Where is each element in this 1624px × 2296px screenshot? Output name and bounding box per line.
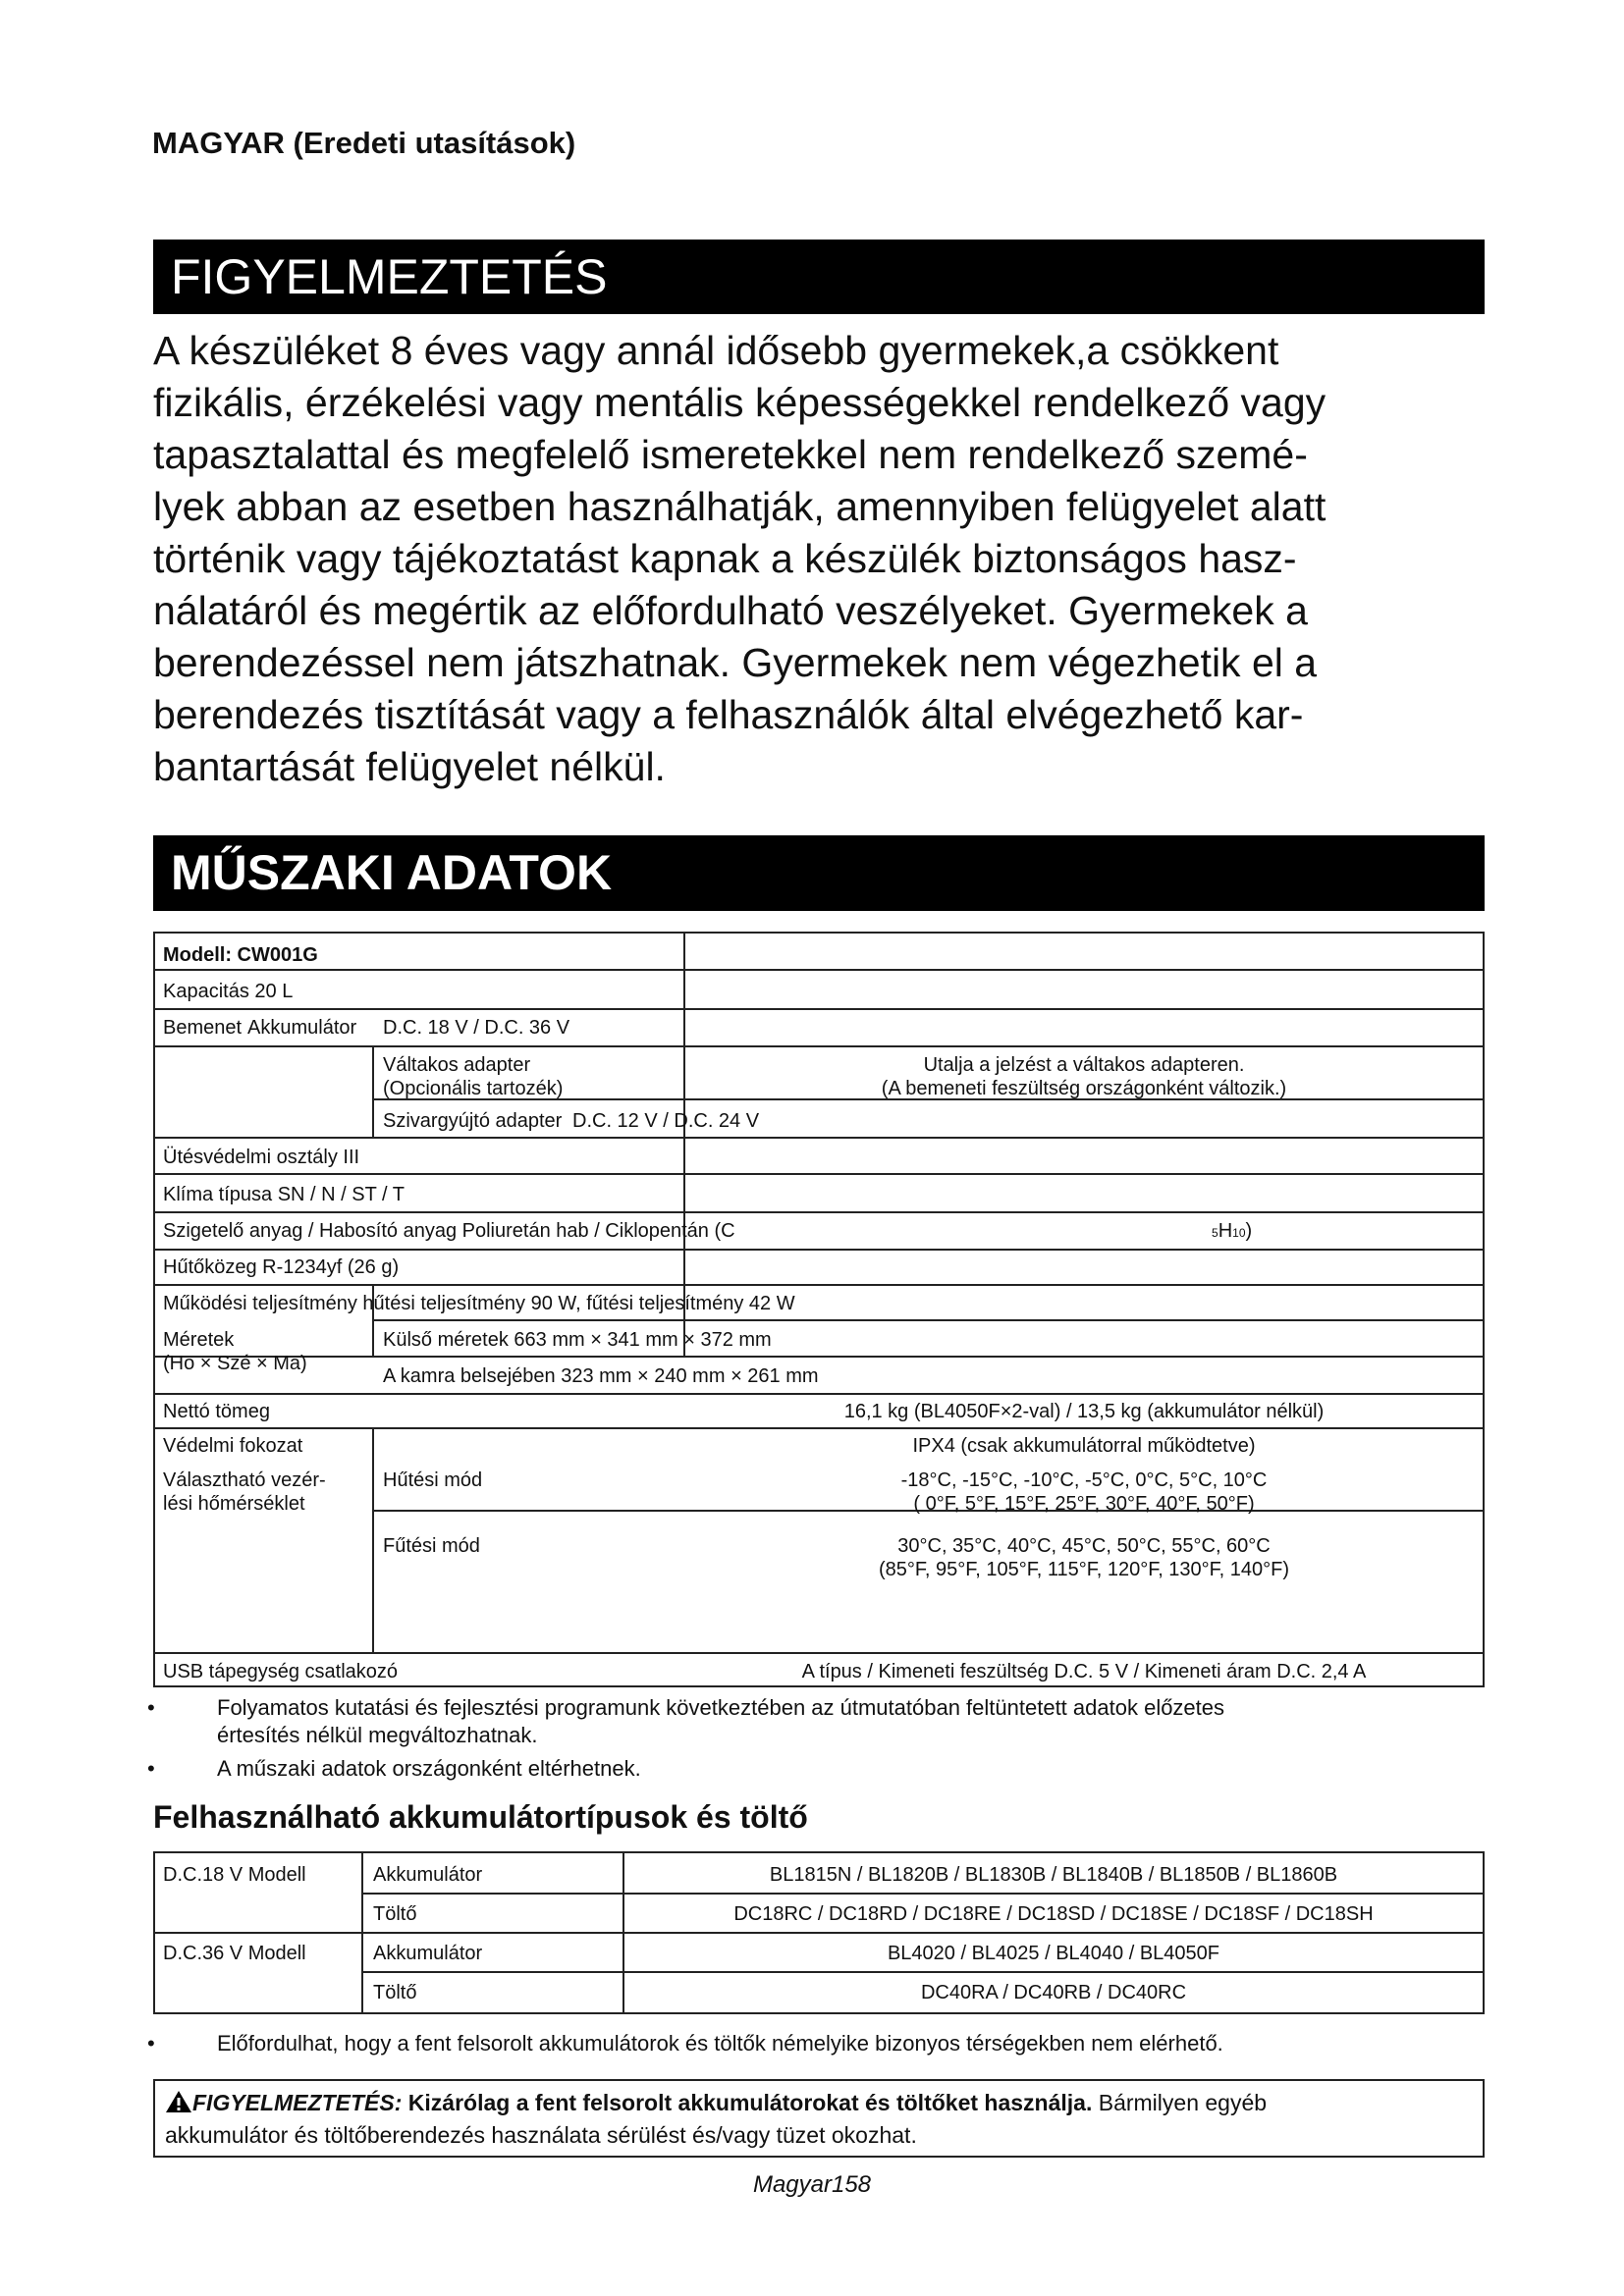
warning-banner: FIGYELMEZTETÉS <box>153 240 1485 314</box>
warning-line: történik vagy tájékoztatást kapnak a készülék biztonságos hasz- <box>153 536 1297 581</box>
caution-box <box>153 2079 1485 2158</box>
battery-label: Akkumulátor <box>373 1864 483 1886</box>
ac-adapter-note: (Opcionális tartozék) <box>383 1078 564 1099</box>
net-weight-label: Nettó tömeg <box>163 1401 270 1422</box>
battery-list-36v: BL4020 / BL4025 / BL4040 / BL4050F <box>887 1943 1220 1964</box>
caution-bold-text: Kizárólag a fent felsorolt akkumulátorokat és töltőket használja. <box>407 2090 1093 2115</box>
cooling-mode-values-f: ( 0°F, 5°F, 15°F, 25°F, 30°F, 40°F, 50°F) <box>913 1493 1255 1515</box>
charger-list-36v: DC40RA / DC40RB / DC40RC <box>920 1982 1187 2003</box>
ip-value: IPX4 (csak akkumulátorral működtetve) <box>912 1435 1256 1457</box>
table-rule <box>155 1137 1483 1139</box>
table-rule <box>361 1893 1483 1895</box>
table-rule <box>361 1971 1483 1973</box>
table-rule <box>155 1652 1483 1654</box>
table-rule <box>155 1008 1483 1010</box>
capacity-cell: Kapacitás 20 L <box>163 981 294 1002</box>
heating-mode-values: 30°C, 35°C, 40°C, 45°C, 50°C, 55°C, 60°C <box>897 1535 1271 1557</box>
table-rule <box>155 1427 1483 1429</box>
specs-table <box>153 932 1485 1687</box>
formula-element: H <box>1218 1220 1233 1242</box>
availability-note: Előfordulhat, hogy a fent felsorolt akkumulátorok és töltők némelyike bizonyos térségekben nem elérhető. <box>217 2031 1223 2056</box>
car-adapter-label: Szivargyújtó adapter <box>383 1110 563 1132</box>
warning-line: tapasztalattal és megfelelő ismeretekkel nem rendelkező szemé- <box>153 432 1308 477</box>
caution-line-2: akkumulátor és töltőberendezés használata sérülést és/vagy tüzet okozhat. <box>165 2122 917 2148</box>
batteries-heading: Felhasználható akkumulátortípusok és töltő <box>153 1799 808 1835</box>
net-weight-value: 16,1 kg (BL4050F×2-val) / 13,5 kg (akkumulátor nélkül) <box>843 1401 1325 1422</box>
usb-value: A típus / Kimeneti feszültség D.C. 5 V / Kimeneti áram D.C. 2,4 A <box>801 1661 1367 1682</box>
battery-list-18v: BL1815N / BL1820B / BL1830B / BL1840B / BL1850B / BL1860B <box>769 1864 1338 1886</box>
heating-mode-label: Fűtési mód <box>383 1535 480 1557</box>
formula-subscript: 5 <box>1212 1226 1218 1240</box>
batteries-table <box>153 1851 1485 2014</box>
protection-class-cell: Ütésvédelmi osztály III <box>163 1147 360 1168</box>
warning-triangle-icon <box>165 2090 192 2113</box>
model-cell: Modell: CW001G <box>163 944 318 966</box>
dimensions-sublabel: (Ho × Szé × Ma) <box>163 1353 307 1374</box>
table-rule <box>372 1319 1483 1321</box>
table-rule <box>155 1284 1483 1286</box>
temp-label: Választható vezér- <box>163 1469 326 1491</box>
table-rule <box>155 1249 1483 1251</box>
heating-mode-values-f: (85°F, 95°F, 105°F, 115°F, 120°F, 130°F, 140°F) <box>878 1559 1290 1580</box>
table-rule <box>155 969 1483 971</box>
table-rule <box>361 1853 363 2012</box>
note-line: A műszaki adatok országonként eltérhetnek. <box>217 1756 641 1781</box>
page-footer: Magyar158 <box>752 2171 872 2198</box>
note-line: Folyamatos kutatási és fejlesztési programunk következtében az útmutatóban feltüntetett adatok előzetes <box>217 1695 1225 1720</box>
insulation-formula <box>1212 1219 1252 1245</box>
refrigerant-cell: Hűtőközeg R-1234yf (26 g) <box>163 1256 400 1278</box>
table-rule <box>372 1427 374 1652</box>
specs-banner: MŰSZAKI ADATOK <box>153 835 1485 911</box>
table-rule <box>155 1173 1483 1175</box>
insulation-cell: Szigetelő anyag / Habosító anyag Poliuretán hab / Ciklopentán (C <box>163 1220 735 1242</box>
warning-line: nálatáról és megértik az előfordulható veszélyeket. Gyermekek a <box>153 588 1308 633</box>
warning-line: bantartását felügyelet nélkül. <box>153 744 666 789</box>
warning-line: A készüléket 8 éves vagy annál idősebb gyermekek,a csökkent <box>153 328 1279 373</box>
performance-cell: Működési teljesítmény hűtési teljesítmény 90 W, fűtési teljesítmény 42 W <box>163 1293 795 1314</box>
caution-text: Bármilyen egyéb <box>1098 2090 1268 2115</box>
cooling-mode-values: -18°C, -15°C, -10°C, -5°C, 0°C, 5°C, 10°C <box>900 1469 1268 1491</box>
caution-line <box>165 2089 1267 2117</box>
warning-paragraph <box>153 325 1489 793</box>
battery-voltage: D.C. 18 V / D.C. 36 V <box>383 1017 570 1039</box>
input-label: Bemenet <box>163 1017 243 1039</box>
charger-list-18v: DC18RC / DC18RD / DC18RE / DC18SD / DC18SE / DC18SF / DC18SH <box>733 1903 1374 1925</box>
bullet: • <box>147 2031 155 2056</box>
bullet: • <box>147 1695 155 1720</box>
table-rule <box>155 1356 1483 1358</box>
charger-label: Töltő <box>373 1982 417 2003</box>
car-adapter-value: D.C. 12 V / D.C. 24 V <box>572 1110 760 1132</box>
climate-cell: Klíma típusa SN / N / ST / T <box>163 1184 406 1205</box>
language-heading: MAGYAR (Eredeti utasítások) <box>152 126 576 160</box>
formula-end: ) <box>1245 1220 1253 1242</box>
warning-line: berendezés tisztítását vagy a felhasználók által elvégezhető kar- <box>153 692 1304 737</box>
ac-adapter-value: Utalja a jelzést a váltakos adapteren. <box>923 1054 1245 1076</box>
warning-line: berendezéssel nem játszhatnak. Gyermekek nem végezhetik el a <box>153 640 1318 685</box>
outer-dimensions: Külső méretek 663 mm × 341 mm × 372 mm <box>383 1329 772 1351</box>
note-line: értesítés nélkül megváltozhatnak. <box>217 1723 538 1747</box>
charger-label: Töltő <box>373 1903 417 1925</box>
inner-dimensions: A kamra belsejében 323 mm × 240 mm × 261 mm <box>383 1365 819 1387</box>
ip-label: Védelmi fokozat <box>163 1435 303 1457</box>
usb-label: USB tápegység csatlakozó <box>163 1661 399 1682</box>
ac-adapter-value-note: (A bemeneti feszültség országonként változik.) <box>881 1078 1287 1099</box>
table-rule <box>155 1211 1483 1213</box>
caution-label: FIGYELMEZTETÉS: <box>192 2090 403 2115</box>
table-rule <box>155 1393 1483 1395</box>
table-rule <box>155 1932 1483 1934</box>
dimensions-label: Méretek <box>163 1329 235 1351</box>
ac-adapter-label: Váltakos adapter <box>383 1054 531 1076</box>
battery-label: Akkumulátor <box>247 1017 357 1039</box>
warning-line: lyek abban az esetben használhatják, amennyiben felügyelet alatt <box>153 484 1326 529</box>
cooling-mode-label: Hűtési mód <box>383 1469 483 1491</box>
table-rule <box>372 1045 374 1137</box>
model-36v: D.C.36 V Modell <box>163 1943 306 1964</box>
warning-line: fizikális, érzékelési vagy mentális képességekkel rendelkező vagy <box>153 380 1326 425</box>
formula-subscript: 10 <box>1232 1226 1246 1240</box>
bullet: • <box>147 1756 155 1781</box>
model-18v: D.C.18 V Modell <box>163 1864 306 1886</box>
table-rule <box>155 1045 1483 1047</box>
temp-sublabel: lési hőmérséklet <box>163 1493 305 1515</box>
battery-label: Akkumulátor <box>373 1943 483 1964</box>
